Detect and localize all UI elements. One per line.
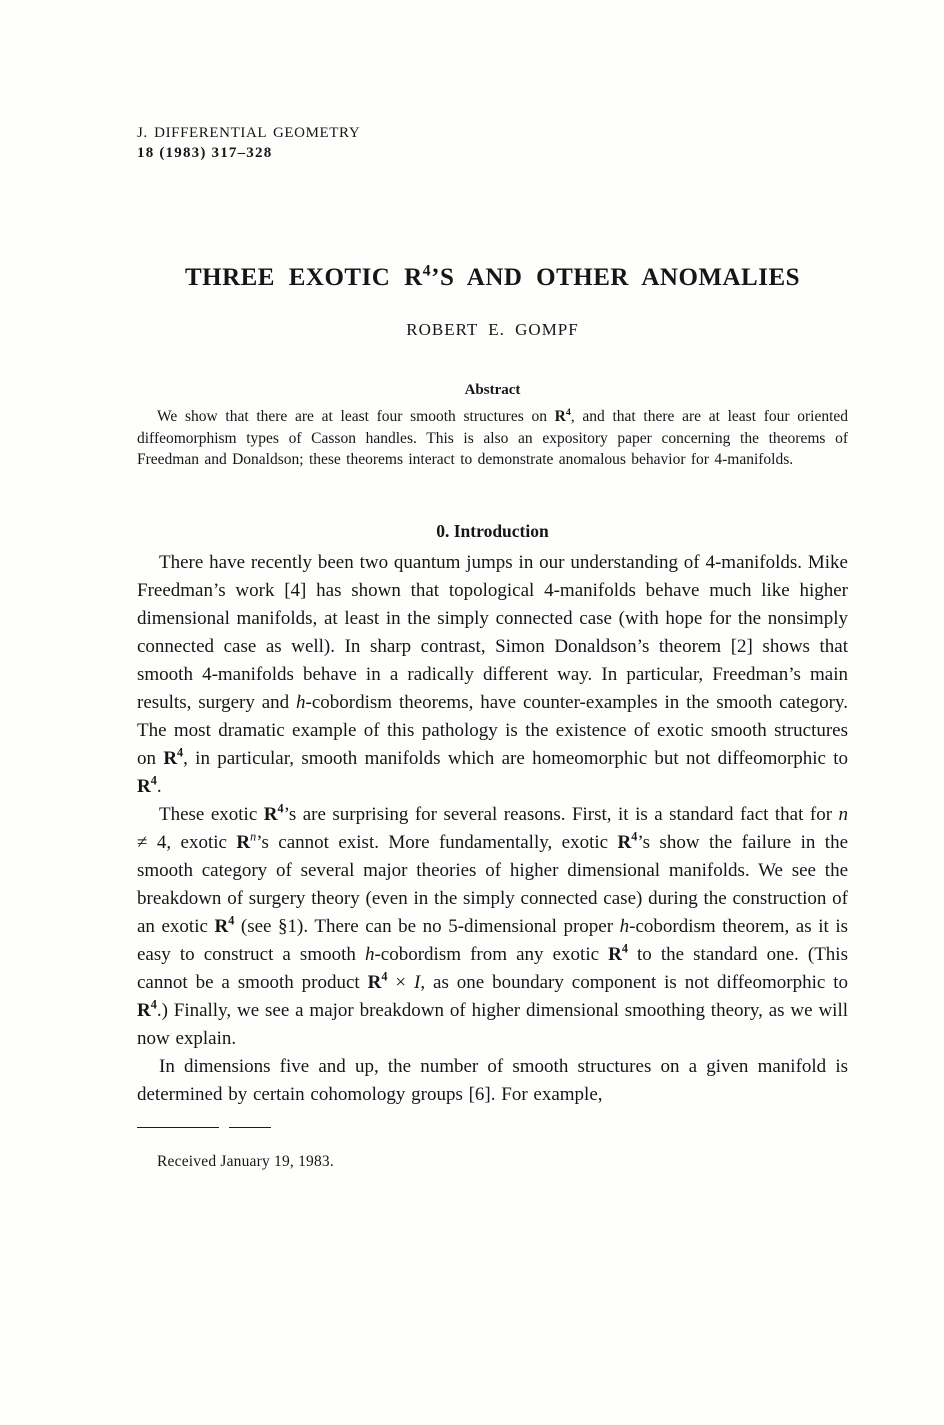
abstract-section bbox=[137, 382, 848, 471]
received-date: Received January 19, 1983. bbox=[157, 1152, 334, 1170]
footnote-rule-segment bbox=[137, 1127, 219, 1129]
abstract-heading: Abstract bbox=[464, 382, 521, 398]
footnote-rule-segment bbox=[229, 1127, 271, 1129]
introduction-paragraph-1: There have recently been two quantum jumps in our understanding of 4-manifolds. Mike Freedman’s work [4] has shown that topological 4-manifolds behave much like higher dimensional manifolds, at least in the simply connected case (with hope for the nonsimply connected case as well). In sharp contrast, Simon Donaldson’s theorem [2] shows that smooth 4-manifolds behave in a radically different way. In particular, Freedman’s main results, surgery and h-cobordism theorems, have counter-examples in the smooth category. The most dramatic example of this pathology is the existence of exotic smooth structures on $R^4$, in particular, smooth manifolds which are homeomorphic but not diffeomorphic to $R^4$. bbox=[137, 551, 849, 797]
abstract-text: We show that there are at least four smooth structures on $R^4$, and that there are at least four oriented diffeomorphism types of Casson handles. This is also an expository paper concerning the theorems of Freedman and Donaldson; these theorems interact to demonstrate anomalous behavior for 4-manifolds. bbox=[137, 406, 849, 468]
footnote bbox=[137, 1127, 848, 1171]
introduction-paragraph-3: In dimensions five and up, the number of smooth structures on a given manifold is determined by certain cohomology groups [6]. For example, bbox=[137, 1055, 848, 1105]
section-heading-introduction: 0. Introduction bbox=[436, 520, 549, 541]
author-name: ROBERT E. GOMPF bbox=[406, 320, 579, 339]
journal-name: J. DIFFERENTIAL GEOMETRY bbox=[137, 125, 361, 141]
journal-issue: 18 (1983) 317–328 bbox=[137, 145, 273, 161]
introduction-paragraph-2: These exotic $R^4’s$ are surprising for several reasons. First, it is a standard fact that for n ≠ 4, exotic $R^n’s$ cannot exist. More fundamentally, exotic $R^4’s$ show the failure in the smooth category of several major theories of higher dimensional manifolds. We see the breakdown of surgery theory (even in the simply connected case) during the construction of an exotic $R^4$ (see §1). There can be no 5-dimensional proper h-cobordism theorem, as it is easy to construct a smooth h-cobordism from any exotic $R^4$ to the standard one. (This cannot be a smooth product $R^4 \times I$, as one boundary component is not diffeomorphic to $R^4$.) Finally, we see a major breakdown of higher dimensional smoothing theory, as we will now explain. bbox=[137, 801, 849, 1049]
introduction-section bbox=[137, 521, 848, 1109]
journal-header bbox=[137, 123, 848, 163]
paper-title: THREE EXOTIC $R^4’S$ AND OTHER ANOMALIES bbox=[184, 262, 801, 291]
footnote-rule bbox=[137, 1127, 848, 1129]
